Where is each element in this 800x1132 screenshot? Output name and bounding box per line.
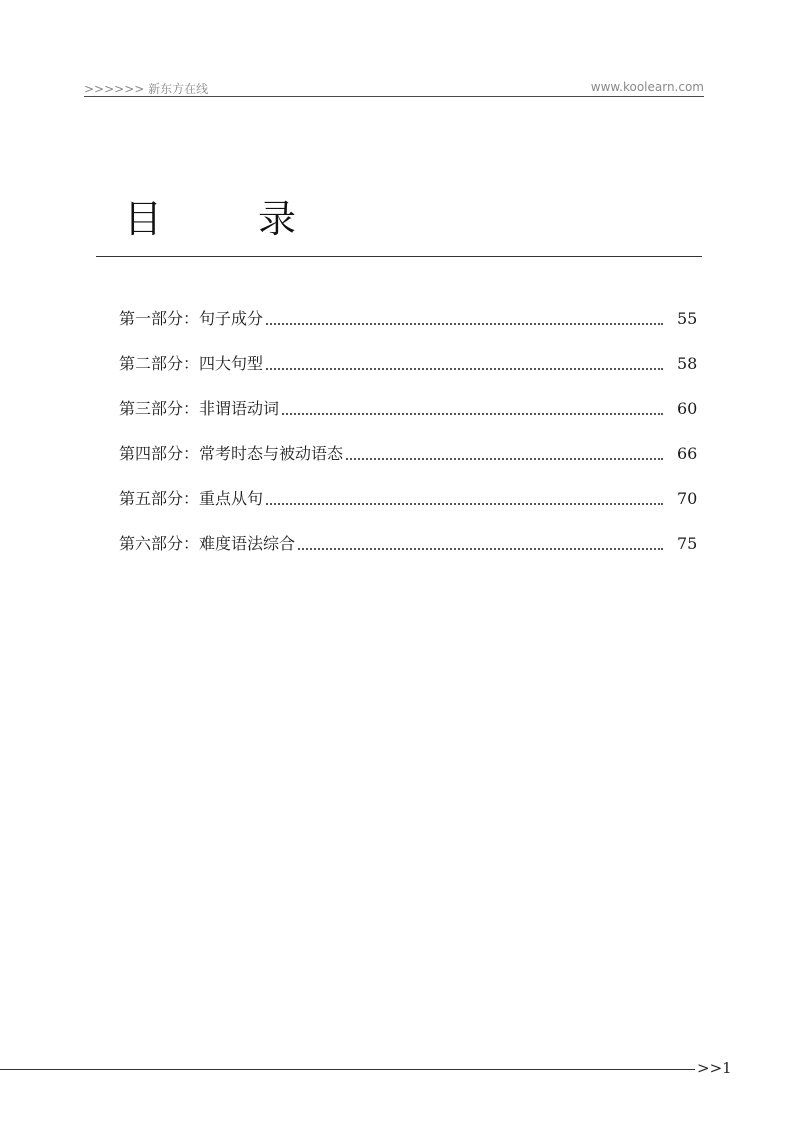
header-site-name: >>>>>> 新东方在线: [84, 82, 209, 96]
toc-entry-label: 第四部分：常考时态与被动语态: [119, 441, 345, 467]
footer-page-number: >>1: [697, 1059, 732, 1077]
toc-title-char-1: 目: [124, 197, 163, 241]
page-header: [84, 78, 704, 97]
toc-entry-label: 第一部分：句子成分: [119, 306, 265, 332]
toc-title: [96, 190, 702, 257]
toc-entry[interactable]: [119, 351, 697, 396]
toc-entry-page: 58: [677, 354, 698, 373]
toc-entry-label: 第六部分：难度语法综合: [119, 531, 297, 557]
toc-entry-page: 75: [677, 534, 698, 553]
toc-list: [119, 306, 697, 576]
toc-entry-label: 第二部分：四大句型: [119, 351, 265, 377]
toc-entry[interactable]: [119, 396, 697, 441]
toc-entry[interactable]: [119, 306, 697, 351]
toc-entry-page: 66: [677, 444, 698, 463]
toc-entry-label: 第五部分：重点从句: [119, 486, 265, 512]
header-url: www.koolearn.com: [590, 80, 704, 94]
footer-divider: [0, 1069, 695, 1070]
toc-entry-label: 第三部分：非谓语动词: [119, 396, 281, 422]
toc-title-char-2: 录: [258, 197, 297, 241]
toc-entry-page: 60: [677, 399, 698, 418]
toc-entry[interactable]: [119, 441, 697, 486]
toc-entry-page: 70: [677, 489, 698, 508]
toc-entry[interactable]: [119, 486, 697, 531]
toc-entry-page: 55: [677, 309, 698, 328]
toc-entry[interactable]: [119, 531, 697, 576]
